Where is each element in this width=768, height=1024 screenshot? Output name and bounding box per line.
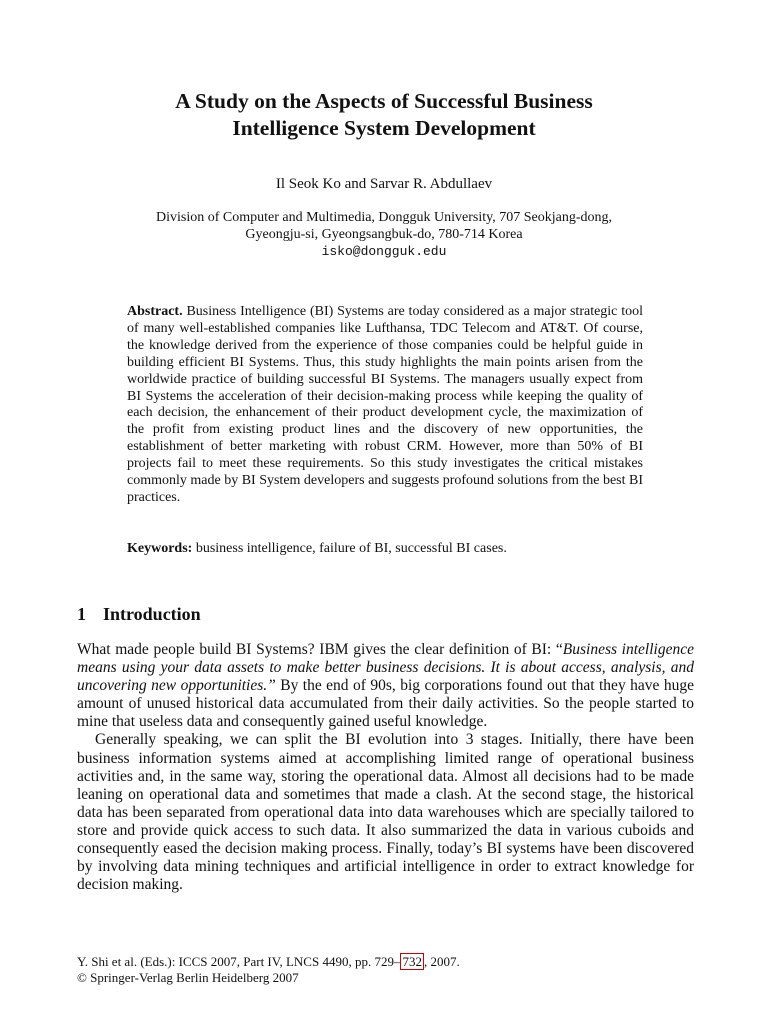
section-heading <box>77 603 201 625</box>
abstract-label: Abstract. <box>127 304 183 319</box>
paragraph-1-start: What made people build BI Systems? IBM gives the clear definition of BI: “ <box>77 641 563 658</box>
section-body <box>77 641 694 894</box>
affiliation-line-1: Division of Computer and Multimedia, Dongguk University, 707 Seokjang-dong, <box>156 210 612 225</box>
paragraph-2: Generally speaking, we can split the BI evolution into 3 stages. Initially, there have been business information systems aimed at accomplishing limited range of operational business activities and, in the same way, storing the operational data. Almost all decisions had to be made leaning on operational data and sometimes that made a clash. At the second stage, the historical data has been separated from operational data into data warehouses which are specially tailored to store and provide quick access to such data. It also summarized the data in various cuboids and consequently eased the decision making process. Finally, today’s BI systems have been discovered by involving data mining techniques and artificial intelligence in order to extract knowledge for decision making. <box>77 731 694 894</box>
title-line-1: A Study on the Aspects of Successful Business <box>175 89 593 113</box>
title-line-2: Intelligence System Development <box>232 116 536 140</box>
citation-end: , 2007. <box>423 954 460 969</box>
affiliation <box>0 209 768 260</box>
section-number: 1 <box>77 604 86 624</box>
paragraph-1 <box>77 641 694 731</box>
footer <box>77 954 697 986</box>
authors: Il Seok Ko and Sarvar R. Abdullaev <box>275 176 493 192</box>
keywords <box>127 540 643 557</box>
ibm-quote: Business intelligence means using your data assets to make better business decisions. It is about access, analysis, and uncovering new opportunities.” <box>77 641 694 695</box>
page-link[interactable]: 732 <box>402 954 422 969</box>
citation-start: Y. Shi et al. (Eds.): ICCS 2007, Part IV, LNCS 4490, pp. 729– <box>77 954 401 969</box>
paragraph-1-end: By the end of 90s, big corporations found out that they have huge amount of unused historical data accumulated from their daily activities. So the people started to mine that useless data and consequently gained useful knowledge. <box>77 677 694 731</box>
abstract <box>127 304 643 507</box>
author-email[interactable]: isko@dongguk.edu <box>321 244 447 259</box>
keywords-text: business intelligence, failure of BI, successful BI cases. <box>195 541 507 556</box>
paper-title <box>0 88 768 142</box>
affiliation-line-2: Gyeongju-si, Gyeongsangbuk-do, 780-714 Korea <box>245 227 523 242</box>
keywords-label: Keywords: <box>127 541 193 556</box>
copyright: © Springer-Verlag Berlin Heidelberg 2007 <box>77 970 299 985</box>
section-title: Introduction <box>103 604 201 624</box>
citation <box>77 954 697 970</box>
abstract-text: Business Intelligence (BI) Systems are today considered as a major strategic tool of many well-established companies like Lufthansa, TDC Telecom and AT&T. Of course, the knowledge derived from the experience of those companies could be helpful guide in building efficient BI Systems. Thus, this study highlights the main points arisen from the worldwide practice of building successful BI Systems. The managers usually expect from BI Systems the acceleration of their decision-making process while keeping the quality of each decision, the enhancement of their product development cycle, the maximization of the profit from existing product lines and the discovery of new opportunities, the establishment of better marketing with robust CRM. However, more than 50% of BI projects fail to meet these requirements. So this study investigates the critical mistakes commonly made by BI System developers and suggests profound solutions from the best BI practices. <box>127 304 644 505</box>
